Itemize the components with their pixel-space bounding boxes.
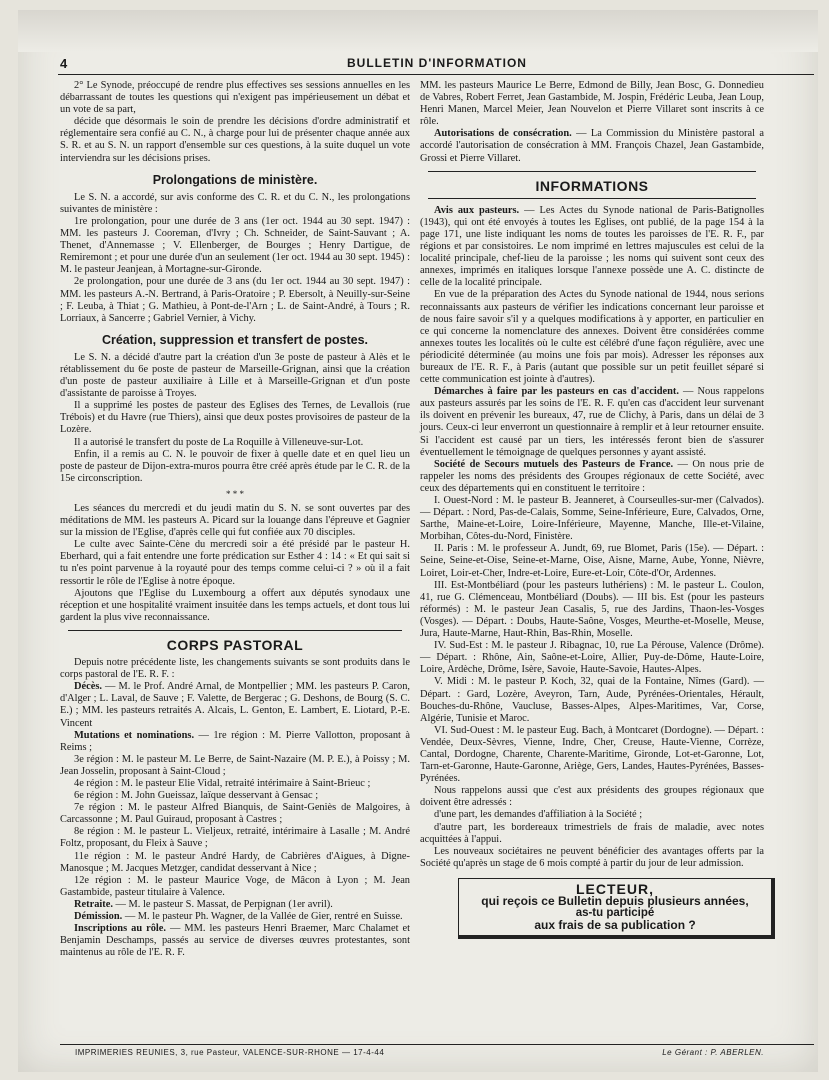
lead-label: Mutations et nominations. (74, 729, 195, 741)
section-rule (428, 171, 756, 172)
paragraph-text: — M. le pasteur S. Massat, de Perpignan (1er avril). (112, 898, 333, 910)
lead-label: Avis aux pasteurs. (434, 204, 520, 216)
gerant-line: Le Gérant : P. ABERLEN. (662, 1048, 764, 1057)
paragraph-text: — Nous rappelons aux pasteurs assurés par les soins de l'E. R. F. qu'en cas d'accident leur survenant ils doivent en prévenir les bureaux, 47, rue de Clichy, à Paris, dans un délai de 3 jours. Ceux-ci leur enverront un questionnaire à remplir et à leur retourner ensuite. Si l'accident est causé par un tiers, les intéressés feront bien de s'assurer éventuellement le témoignage de quelques personnes y ayant assisté. (420, 386, 764, 458)
lead-label: Décès. (74, 681, 102, 693)
running-head: BULLETIN D'INFORMATION (347, 56, 527, 70)
deces-paragraph (60, 681, 410, 729)
paragraph: Depuis notre précédente liste, les changements suivants se sont produits dans le corps pastoral de l'E. R. F. : (60, 657, 410, 681)
region-entry: 7e région : M. le pasteur Alfred Bianquis, de Saint-Geniès de Malgoires, à Carcassonne ; M. Paul Guiraud, proposant à Castres ; (60, 802, 410, 826)
group-entry: II. Paris : M. le professeur A. Jundt, 69, rue Blomet, Paris (15e). — Départ. : Seine, Seine-et-Oise, Seine-et-Marne, Oise, Aisne, Marne, Aube, Yonne, Nièvre, Loiret, Loir-et-Cher, Indre-et-Loire, Eure-et-Loir, Côte-d'Or, Ardennes. (420, 543, 764, 579)
box-line: as-tu participé (575, 907, 655, 920)
intro-paragraph: 2° Le Synode, préoccupé de rendre plus effectives ses sessions annuelles en les débarrassant de toutes les questions qui n'exigent pas impérieusement un débat et un vote de sa part, (60, 80, 410, 116)
group-entry: I. Ouest-Nord : M. le pasteur B. Jeanneret, à Courseulles-sur-mer (Calvados). — Départ. : Nord, Pas-de-Calais, Somme, Seine-Inférieure, Eure, Calvados, Orne, Sarthe, Maine-et-Loire, Loire-Inférieure, Mayenne, Manche, Ille-et-Vilaine, Morbihan, Côtes-du-Nord, Finistère. (420, 495, 764, 543)
printer-imprint: IMPRIMERIES REUNIES, 3, rue Pasteur, VALENCE-SUR-RHONE — 17-4-44 (75, 1048, 385, 1057)
lead-label: Démarches à faire par les pasteurs en cas d'accident. (434, 386, 679, 398)
box-line: LECTEUR, (576, 880, 654, 897)
group-entry: IV. Sud-Est : M. le pasteur J. Ribagnac, 10, rue La Pérouse, Valence (Drôme). — Départ. : Rhône, Ain, Saône-et-Loire, Allier, Puy-de-Dôme, Haute-Loire, Loire, Ardèche, Drôme, Isère, Savoie, Haute-Savoie, Hautes-Alpes. (420, 640, 764, 676)
paragraph: 2e prolongation, pour une durée de 3 ans (du 1er oct. 1944 au 30 sept. 1947) : MM. les pasteurs A.-N. Bertrand, à Paris-Oratoire ; P. Ebersolt, à Neuilly-sur-Seine ; F. Leuba, à Thiat ; G. Mathieu, à Pont-de-l'Arn ; L. de Saint-André, à Tours ; R. Lorriaux, à Sancerre ; Gabriel Vernier, à Vichy. (60, 276, 410, 324)
paragraph: En vue de la préparation des Actes du Synode national de 1944, nous serions reconnaissants aux pasteurs de vérifier les indications concernant leur paroisse et de nous faire savoir s'il y a quelques modifications à y apporter, en particulier en ce qui concerne la nomenclature des annexes. Doivent être considérées comme annexes toutes les localités où le culte est célébré d'une façon régulière, avec une périodicité déterminée (au moins une fois par mois). Adresser les réponses aux bureaux de l'E. R. F., à Paris (autant que possible sur un petit feuillet séparé si cette communication est jointe à d'autres). (420, 289, 764, 386)
box-line: aux frais de sa publication ? (534, 918, 696, 933)
paragraph: Il a supprimé les postes de pasteur des Eglises des Ternes, de Levallois (rue Trébois) et du Havre (rue Thiers), ainsi que deux postes provisoires de pasteur de la Lozère. (60, 400, 410, 436)
paragraph: Le culte avec Sainte-Cène du mercredi soir a été présidé par le pasteur H. Eberhard, qui a fait entendre une forte prédication sur Esther 4 : 14 : « Et qui sait si tu n'es point parvenue à la royauté pour des temps comme celui-ci ? » où il a fait ressortir le rôle de l'Eglise à notre époque. (60, 539, 410, 587)
paragraph: d'autre part, les bordereaux trimestriels de frais de maladie, avec notes acquittées à l'appui. (420, 821, 764, 845)
region-entry: 8e région : M. le pasteur L. Vieljeux, retraité, intérimaire à Lasalle ; M. André Foltz, proposant, du Fleix à Sauve ; (60, 826, 410, 850)
lead-label: Autorisations de consécration. (434, 128, 572, 140)
section-title-corps-pastoral: CORPS PASTORAL (166, 636, 304, 653)
separator-stars: * * * (226, 488, 244, 499)
societe-paragraph (420, 459, 764, 495)
paragraph: Les nouveaux sociétaires ne peuvent bénéficier des avantages offerts par la Société qu'après un stage de 6 mois compté à partir du jour de leur admission. (420, 845, 764, 869)
box-line: qui reçois ce Bulletin depuis plusieurs années, (481, 894, 749, 908)
paragraph-text: — Les Actes du Synode national de Paris-Batignolles (1943), qui ont été envoyés à toutes les Eglises, ont publié, de la page 154 à la page 171, une liste indiquant les noms de toutes les paroisses de l'E. R. F., par régions et par consistoires. Le nom imprimé en lettres majuscules est celui de la localité principale, chef-lieu de la paroisse ; les noms qui suivent sont ceux des annexes, imprimés en italiques lorsque l'annexe possède une A. C. distincte de celle de la localité principale. (420, 204, 764, 289)
paragraph: Le S. N. a accordé, sur avis conforme des C. R. et du C. N., les prolongations suivantes de ministère : (60, 191, 410, 215)
paragraph: Les séances du mercredi et du jeudi matin du S. N. se sont ouvertes par des méditations de MM. les pasteurs A. Picard sur la louange dans l'épreuve et Gagnier sur la mission de l'Eglise, d'après celle qui fut confiée aux 70 disciples. (60, 503, 410, 539)
group-entry: III. Est-Montbéliard (pour les pasteurs luthériens) : M. le pasteur L. Coulon, 41, rue G. Clémenceau, Montbéliard (Doubs). — III bis. Est (pour les pasteurs réformés) : M. le pasteur Jean Casalis, 5, rue des Jardins, Thaon-les-Vosges (Vosges). — Départ. : Doubs, Haute-Saône, Vosges, Meurthe-et-Moselle, Meuse, Jura, Haute-Marne, Haut-Rhin, Bas-Rhin, Moselle. (420, 579, 764, 640)
region-entry: 11e région : M. le pasteur André Hardy, de Cabrières d'Aigues, à Digne-Manosque ; M. Jacques Metzger, candidat desservant à Nice ; (60, 850, 410, 874)
intro-paragraph: décide que désormais le soin de prendre les décisions d'ordre administratif et réglementaire sera confié au C. N., à charge pour lui de présenter chaque année aux S. R. et au S. N. un rapport d'ensemble sur ces questions, à la suite duquel un vote interviendra sur les décisions prises. (60, 116, 410, 164)
section-rule (428, 198, 756, 199)
page-header (60, 56, 814, 74)
inscriptions-paragraph (60, 923, 410, 959)
paragraph-text: — On nous prie de rappeler les noms des présidents des Groupes régionaux de cette Société, avec ceux des départements qui en constituent le territoire : (420, 458, 764, 494)
region-entry: 6e région : M. John Gueissaz, laïque desservant à Gensac ; (74, 790, 319, 802)
region-entry: 12e région : M. le pasteur Maurice Voge, de Mâcon à Lyon ; M. Jean Gastambide, pasteur titulaire à Valence. (60, 874, 410, 898)
lead-label: Société de Secours mutuels des Pasteurs de France. (434, 458, 674, 470)
region-entry: 3e région : M. le pasteur M. Le Berre, de Saint-Nazaire (M. P. E.), à Poissy ; M. Jean Josselin, proposant à Saint-Cloud ; (60, 753, 410, 777)
mutations-paragraph (60, 730, 410, 754)
paragraph-text: — 1re région : M. Pierre Vallotton, proposant à Reims ; (60, 729, 410, 753)
region-entry: 4e région : M. le pasteur Elie Vidal, retraité intérimaire à Saint-Brieuc ; (74, 777, 371, 789)
avis-paragraph (420, 205, 764, 290)
paragraph: d'une part, les demandes d'affiliation à la Société ; (434, 809, 643, 821)
reader-appeal-box (458, 878, 775, 939)
section-title-prolongations: Prolongations de ministère. (152, 172, 318, 187)
retraite-paragraph (60, 899, 410, 911)
header-rule (58, 74, 814, 75)
group-entry: VI. Sud-Ouest : M. le pasteur Eug. Bach, à Montcaret (Dordogne). — Départ. : Vendée, Deux-Sèvres, Vienne, Indre, Cher, Creuse, Haute-Vienne, Corrèze, Cantal, Dordogne, Charente, Charente-Maritime, Gironde, Lot-et-Garonne, Lot, Tarn-et-Garonne, Haute-Garonne, Ariège, Gers, Landes, Hautes-Pyrénées, Basses-Pyrénées. (420, 724, 764, 785)
paragraph: Le S. N. a décidé d'autre part la création d'un 3e poste de pasteur à Alès et le rétablissement du 6e poste de pasteur de Marseille-Grignan, ainsi que la création d'un poste de pasteur auxiliaire à Lille et à Marseille-Grignan et d'un poste d'assistante de paroisse à Troyes. (60, 351, 410, 400)
paragraph: 1re prolongation, pour une durée de 3 ans (1er oct. 1944 au 30 sept. 1947) : MM. les pasteurs J. Cooreman, d'Ivry ; Ch. Schneider, de Saint-Sauvant ; A. Thenet, d'Annemasse ; V. Ellenberger, de Bourges ; Henry Dartigue, de Remiremont ; et pour une durée d'un an seulement (1er oct. 1944 au 30 sept. 1945) : M. le pasteur Jeanjean, à Mortagne-sur-Gironde. (60, 215, 410, 276)
footer-rule (60, 1044, 814, 1045)
lead-label: Retraite. (74, 898, 113, 910)
right-column (420, 80, 764, 939)
left-column (60, 80, 410, 959)
paragraph-text: — M. le Prof. André Arnal, de Montpellier ; MM. les pasteurs P. Caron, d'Alger ; L. Laval, de Sauve ; F. Valette, de Bergerac ; G. Deshons, de Bourg (S. C. E.) ; MM. les pasteurs retraités A. Alcais, L. Genton, E. Lambert, E. Liotard, P.-E. Vincent (60, 681, 410, 729)
paragraph-text: — MM. les pasteurs Henri Braemer, Marc Chalamet et Benjamin Deschamps, passés au service de diverses œuvres protestantes, sont maintenus au rôle de l'E. R. F. (60, 923, 410, 959)
section-rule (68, 630, 402, 631)
lead-label: Démission. (74, 911, 123, 922)
section-title-creation: Création, suppression et transfert de postes. (101, 332, 369, 347)
page-number: 4 (60, 56, 68, 71)
demarches-paragraph (420, 386, 764, 459)
section-title-informations: INFORMATIONS (535, 177, 649, 194)
lead-label: Inscriptions au rôle. (74, 923, 167, 935)
paragraph-text: — M. le pasteur Ph. Wagner, de la Vallée de Gier, rentré en Suisse. (122, 911, 403, 922)
paragraph: Enfin, il a remis au C. N. le pouvoir de fixer à quelle date et en quel lieu un poste de pasteur de Dijon-extra-muros pourra être créé après étude par le C. R. de la 15e circonscription. (60, 448, 410, 484)
paragraph: MM. les pasteurs Maurice Le Berre, Edmond de Billy, Jean Bosc, G. Donnedieu de Vabres, Robert Ferret, Jean Gastambide, M. Jospin, Frédéric Leuba, Jean Loup, Henri Manen, Marcel Meier, Jean Nouvelon et Pierre Villaret sont inscrits à ce rôle. (420, 80, 764, 128)
demission-paragraph (60, 911, 410, 923)
autorisations-paragraph (420, 128, 764, 164)
paragraph: Nous rappelons aussi que c'est aux présidents des groupes régionaux que doivent être adressés : (420, 785, 764, 809)
paragraph-text: — La Commission du Ministère pastoral a accordé l'autorisation de consécration à MM. François Chazel, Jean Gastambide, Grossi et Pierre Villaret. (420, 128, 764, 164)
group-entry: V. Midi : M. le pasteur P. Koch, 32, quai de la Fontaine, Nîmes (Gard). — Départ. : Gard, Lozère, Aveyron, Tarn, Aude, Pyrénées-Orientales, Hérault, Bouches-du-Rhône, Vaucluse, Basses-Alpes, Alpes-Maritimes, Var, Corse, Algérie, Tunisie et Maroc. (420, 676, 764, 724)
paragraph: Ajoutons que l'Eglise du Luxembourg a offert aux députés synodaux une réception et une hospitalité vraiment insuitée dans les temps actuels, et dont tous lui gardent la plus vive reconnaissance. (60, 587, 410, 623)
paragraph: Il a autorisé le transfert du poste de La Roquille à Villeneuve-sur-Lot. (74, 436, 364, 448)
